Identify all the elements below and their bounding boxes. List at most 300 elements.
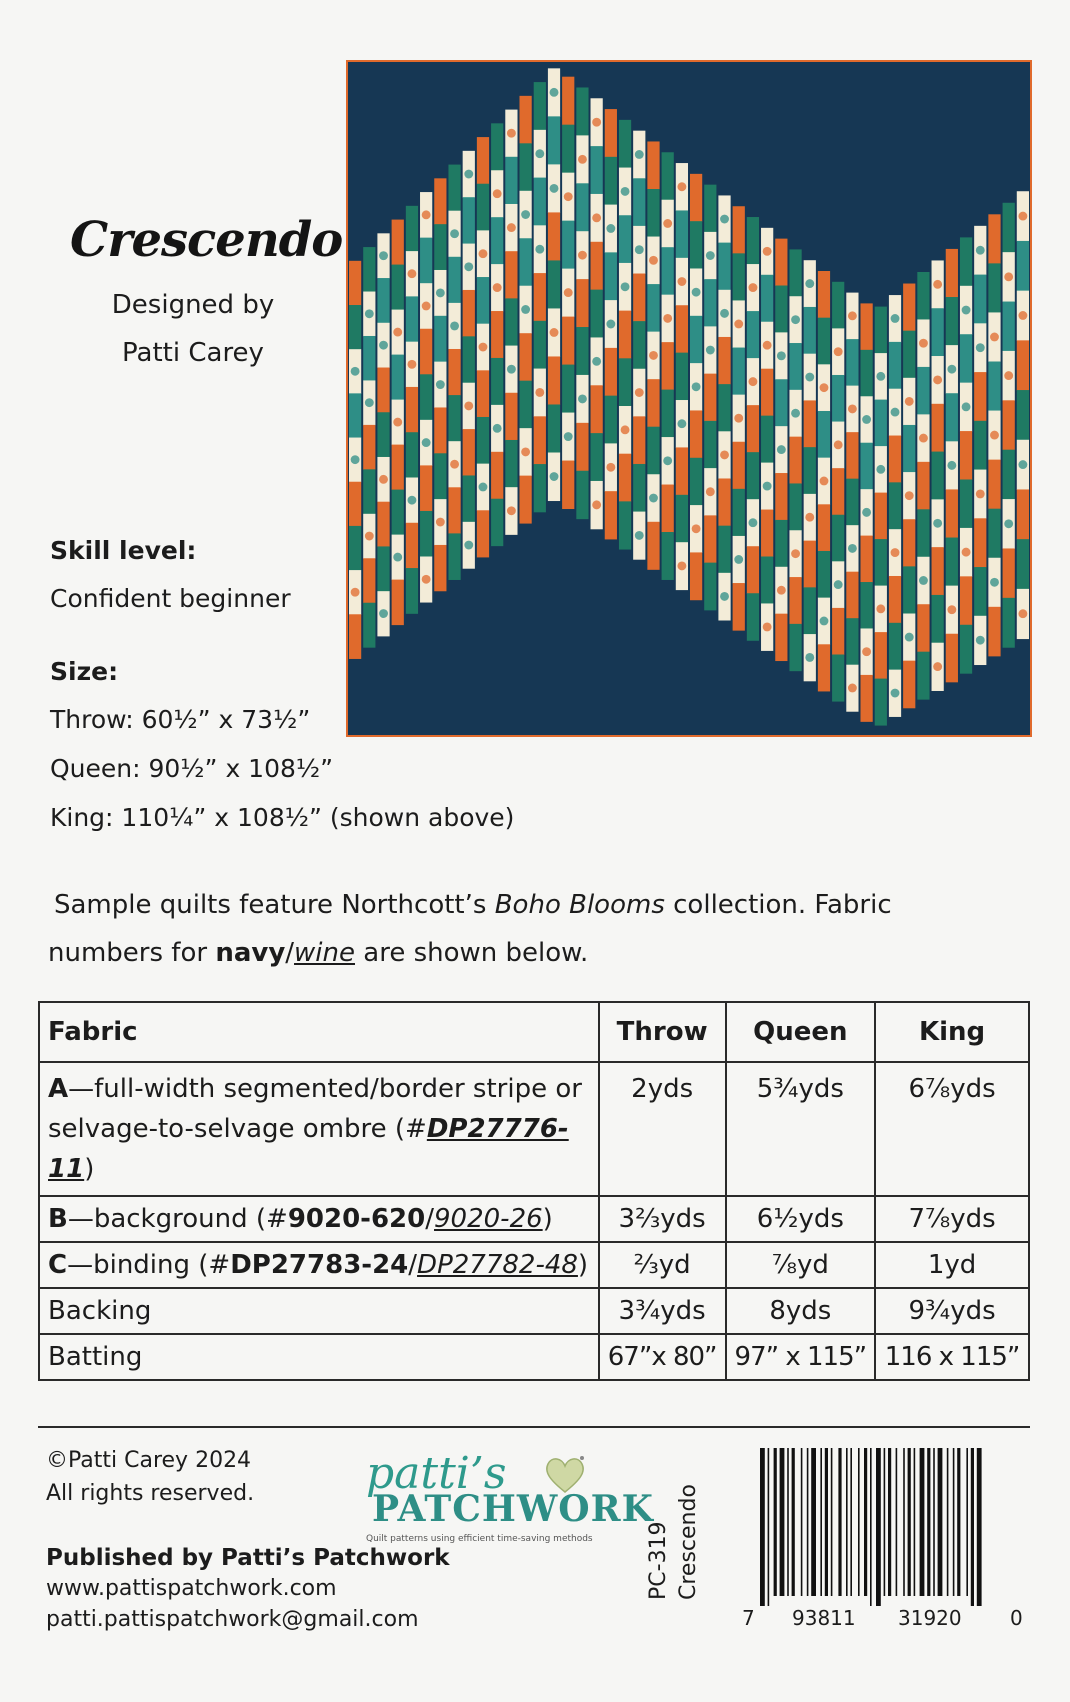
quilt-flower	[436, 380, 445, 389]
quilt-flower	[407, 360, 416, 369]
quilt-strip-segment	[832, 654, 844, 701]
quilt-strip-segment	[747, 546, 759, 594]
quilt-strip-segment	[789, 624, 801, 671]
quilt-strip-segment	[633, 274, 645, 322]
quilt-strip-segment	[718, 478, 730, 526]
king-cell: 1yd	[875, 1242, 1029, 1288]
quilt-strip-segment	[505, 251, 517, 299]
quilt-flower	[422, 575, 431, 584]
quilt-strip-segment	[818, 318, 830, 365]
quilt-flower	[550, 472, 559, 481]
header-throw: Throw	[599, 1002, 726, 1062]
quilt-strip-segment	[775, 379, 787, 426]
quilt-flower	[450, 321, 459, 330]
quilt-strip-segment	[860, 582, 872, 629]
quilt-flower	[592, 118, 601, 127]
quilt-flower	[706, 346, 715, 355]
quilt-flower	[535, 388, 544, 397]
quilt-strip-segment	[477, 184, 489, 231]
quilt-flower	[791, 409, 800, 418]
quilt-strip-segment	[960, 237, 972, 286]
quilt-flower	[564, 288, 573, 297]
quilt-flower	[990, 431, 999, 440]
quilt-flower	[748, 283, 757, 292]
wine-label: wine	[294, 938, 355, 968]
barcode-bar	[801, 1448, 803, 1596]
quilt-flower	[606, 224, 615, 233]
quilt-flower	[379, 341, 388, 350]
throw-cell: 3¾yds	[599, 1288, 726, 1334]
quilt-strip-segment	[377, 546, 389, 591]
throw-cell: 67”x 80”	[599, 1334, 726, 1380]
quilt-strip-segment	[846, 479, 858, 526]
quilt-flower	[933, 280, 942, 289]
barcode-bar	[920, 1448, 925, 1596]
quilt-strip-segment	[974, 567, 986, 616]
quilt-flower	[450, 460, 459, 469]
quilt-strip-segment	[733, 206, 745, 254]
barcode-digit: 31920	[898, 1606, 962, 1630]
quilt-flower	[464, 262, 473, 271]
fabric-code-alt: DP27782-48	[417, 1250, 578, 1280]
quilt-strip-segment	[392, 580, 404, 626]
quilt-flower	[692, 288, 701, 297]
quilt-strip-segment	[491, 217, 503, 264]
quilt-strip-segment	[747, 452, 759, 500]
barcode-bars	[756, 1448, 1026, 1608]
quilt-strip-segment	[676, 495, 688, 543]
quilt-strip-segment	[846, 618, 858, 665]
size-label: Size:	[50, 657, 119, 686]
quilt-strip-segment	[875, 632, 887, 679]
quilt-flower	[479, 249, 488, 258]
quilt-strip-segment	[818, 644, 830, 691]
fabric-code: DP27783-24	[230, 1250, 409, 1280]
quilt-strip-segment	[363, 336, 375, 381]
logo-subtitle: PATCHWORK	[372, 1488, 654, 1530]
copyright: ©Patti Carey 2024	[46, 1448, 252, 1473]
quilt-flower	[692, 382, 701, 391]
quilt-flower	[677, 561, 686, 570]
quilt-flower	[748, 518, 757, 527]
quilt-strip-segment	[406, 568, 418, 614]
barcode-bar	[864, 1448, 867, 1596]
quilt-flower	[436, 288, 445, 297]
barcode-bar	[807, 1448, 809, 1596]
quilt-flower	[393, 328, 402, 337]
king-cell: 6⅞yds	[875, 1062, 1029, 1196]
quilt-flower	[876, 604, 885, 613]
quilt-flower	[621, 425, 630, 434]
quilt-strip-segment	[690, 174, 702, 222]
quilt-strip-segment	[960, 334, 972, 383]
quilt-flower	[862, 508, 871, 517]
barcode-bar	[760, 1448, 765, 1606]
quilt-strip-segment	[662, 532, 674, 580]
quilt-flower	[763, 622, 772, 631]
quilt-strip-segment	[519, 96, 531, 144]
quilt-flower	[407, 269, 416, 278]
quilt-strip-segment	[420, 329, 432, 375]
quilt-strip-segment	[733, 583, 745, 631]
quilt-strip-segment	[491, 123, 503, 170]
email: patti.pattispatchwork@gmail.com	[46, 1607, 419, 1632]
quilt-strip-segment	[704, 515, 716, 563]
quilt-flower	[578, 251, 587, 260]
quilt-strip-segment	[349, 482, 361, 527]
quilt-strip-segment	[1003, 400, 1015, 450]
quilt-strip-segment	[392, 355, 404, 401]
quilt-strip-segment	[960, 625, 972, 674]
quilt-strip-segment	[946, 297, 958, 346]
quilt-strip-segment	[349, 305, 361, 350]
quilt-strip-segment	[420, 465, 432, 511]
quilt-strip-segment	[690, 458, 702, 506]
quilt-flower	[564, 192, 573, 201]
quilt-strip-segment	[960, 576, 972, 625]
quilt-flower	[734, 414, 743, 423]
quilt-strip-segment	[875, 307, 887, 354]
barcode-digit: 7	[742, 1606, 755, 1630]
quilt-flower	[891, 408, 900, 417]
quilt-flower	[976, 343, 985, 352]
quilt-flower	[663, 219, 672, 228]
quilt-flower	[876, 372, 885, 381]
quilt-flower	[706, 487, 715, 496]
quilt-flower	[933, 375, 942, 384]
quilt-strip-segment	[548, 356, 560, 405]
quilt-strip-segment	[377, 278, 389, 323]
quilt-strip-segment	[605, 109, 617, 157]
quilt-strip-segment	[505, 440, 517, 488]
quilt-flower	[351, 588, 360, 597]
quilt-flower	[663, 456, 672, 465]
quilt-strip-segment	[1017, 489, 1029, 539]
quilt-strip-segment	[448, 487, 460, 534]
quilt-flower	[479, 343, 488, 352]
navy-label: navy	[215, 938, 286, 968]
quilt-flower	[521, 447, 530, 456]
quilt-strip-segment	[434, 224, 446, 270]
quilt-strip-segment	[562, 365, 574, 413]
quilt-strip-segment	[463, 290, 475, 337]
quilt-strip-segment	[718, 337, 730, 385]
quilt-strip-segment	[448, 395, 460, 442]
publisher: Published by Patti’s Patchwork	[46, 1545, 450, 1571]
quilt-strip-segment	[647, 189, 659, 237]
quilt-strip-segment	[789, 343, 801, 390]
quilt-strip-segment	[733, 442, 745, 490]
quilt-strip-segment	[1017, 241, 1029, 291]
quilt-strip-segment	[932, 452, 944, 500]
quilt-flower	[720, 450, 729, 459]
quilt-strip-segment	[463, 197, 475, 244]
quilt-strip-segment	[591, 290, 603, 338]
quilt-flower	[649, 351, 658, 360]
barcode-bar	[838, 1448, 841, 1596]
barcode	[742, 1448, 1026, 1640]
quilt-strip-segment	[775, 520, 787, 567]
barcode-bar	[780, 1448, 785, 1596]
quilt-strip-segment	[860, 350, 872, 397]
quilt-flower	[379, 251, 388, 260]
quilt-strip-segment	[718, 243, 730, 291]
quilt-strip-segment	[846, 339, 858, 386]
quilt-strip-segment	[349, 526, 361, 571]
quilt-flower	[649, 494, 658, 503]
quilt-strip-segment	[448, 257, 460, 304]
quilt-strip-segment	[406, 296, 418, 342]
quilt-strip-segment	[363, 469, 375, 514]
quilt-strip-segment	[448, 349, 460, 396]
fabric-cell	[39, 1242, 599, 1288]
quilt-flower	[919, 576, 928, 585]
quilt-strip-segment	[1003, 203, 1015, 253]
quilt-flower	[379, 475, 388, 484]
quilt-strip-segment	[988, 509, 1000, 559]
quilt-flower	[677, 419, 686, 428]
quilt-flower	[464, 541, 473, 550]
quilt-strip-segment	[647, 379, 659, 427]
table-row	[39, 1196, 1029, 1242]
quilt-flower	[635, 150, 644, 159]
quilt-strip-segment	[534, 178, 546, 226]
rights-reserved: All rights reserved.	[46, 1481, 255, 1506]
quilt-strip-segment	[747, 405, 759, 453]
quilt-strip-segment	[605, 491, 617, 539]
table-row	[39, 1288, 1029, 1334]
quilt-flower	[820, 617, 829, 626]
quilt-strip-segment	[448, 165, 460, 212]
table-row	[39, 1062, 1029, 1196]
quilt-strip-segment	[775, 473, 787, 520]
barcode-bar	[888, 1448, 891, 1596]
quilt-strip-segment	[690, 552, 702, 600]
quilt-flower	[635, 245, 644, 254]
quilt-strip-segment	[349, 393, 361, 438]
barcode-bar	[811, 1448, 816, 1596]
quilt-flower	[379, 609, 388, 618]
quilt-strip-segment	[548, 212, 560, 261]
quilt-strip-segment	[519, 333, 531, 381]
table-header-row	[39, 1002, 1029, 1062]
quilt-flower	[748, 377, 757, 386]
quilt-strip-segment	[761, 510, 773, 557]
throw-cell: 3⅔yds	[599, 1196, 726, 1242]
quilt-flower	[692, 524, 701, 533]
quilt-strip-segment	[576, 279, 588, 327]
quilt-strip-segment	[519, 381, 531, 429]
quilt-flower	[962, 402, 971, 411]
quilt-strip-segment	[619, 501, 631, 549]
quilt-strip-segment	[846, 572, 858, 619]
barcode-bar	[768, 1448, 770, 1606]
throw-cell: ⅔yd	[599, 1242, 726, 1288]
quilt-flower	[507, 506, 516, 515]
quilt-strip-segment	[662, 247, 674, 295]
quilt-strip-segment	[818, 504, 830, 551]
header-fabric: Fabric	[39, 1002, 599, 1062]
barcode-bar	[846, 1448, 848, 1596]
footer-divider	[38, 1426, 1030, 1428]
quilt-flower	[606, 463, 615, 472]
quilt-strip-segment	[775, 614, 787, 661]
quilt-strip-segment	[662, 390, 674, 438]
quilt-flower	[763, 247, 772, 256]
barcode-bar	[938, 1448, 943, 1596]
quilt-flower	[834, 347, 843, 356]
quilt-flower	[365, 398, 374, 407]
quilt-strip-segment	[875, 539, 887, 586]
quilt-flower	[422, 438, 431, 447]
barcode-bar	[858, 1448, 860, 1596]
king-cell: 116 x 115”	[875, 1334, 1029, 1380]
quilt-image	[346, 60, 1032, 737]
quilt-flower	[1018, 212, 1027, 221]
quilt-strip-segment	[960, 479, 972, 528]
quilt-flower	[521, 305, 530, 314]
quilt-flower	[848, 684, 857, 693]
quilt-strip-segment	[832, 468, 844, 515]
quilt-strip-segment	[633, 416, 645, 464]
quilt-flower	[905, 397, 914, 406]
quilt-flower	[621, 187, 630, 196]
quilt-flower	[393, 553, 402, 562]
quilt-strip-segment	[605, 348, 617, 396]
quilt-strip-segment	[889, 482, 901, 529]
fabric-desc: )	[84, 1154, 95, 1184]
queen-cell: 5¾yds	[726, 1062, 876, 1196]
quilt-strip-segment	[704, 185, 716, 233]
quilt-strip-segment	[519, 238, 531, 286]
quilt-strip-segment	[605, 252, 617, 300]
fabric-desc: —background (#	[67, 1204, 288, 1234]
quilt-flower	[905, 491, 914, 500]
intro-line-1	[54, 890, 892, 920]
quilt-flower	[464, 401, 473, 410]
quilt-strip-segment	[775, 239, 787, 286]
quilt-strip-segment	[434, 407, 446, 453]
barcode-bar	[774, 1448, 777, 1596]
header-king: King	[875, 1002, 1029, 1062]
quilt-strip-segment	[591, 242, 603, 290]
quilt-flower	[791, 549, 800, 558]
quilt-flower	[834, 580, 843, 589]
quilt-flower	[578, 394, 587, 403]
quilt-strip-segment	[832, 608, 844, 655]
quilt-flower	[720, 309, 729, 318]
quilt-strip-segment	[477, 137, 489, 184]
quilt-strip-segment	[477, 510, 489, 557]
quilt-flower	[891, 689, 900, 698]
quilt-flower	[734, 320, 743, 329]
quilt-flower	[592, 213, 601, 222]
quilt-strip-segment	[818, 411, 830, 458]
quilt-flower	[905, 633, 914, 642]
quilt-flower	[535, 149, 544, 158]
quilt-flower	[422, 302, 431, 311]
quilt-strip-segment	[420, 374, 432, 420]
quilt-strip-segment	[875, 400, 887, 447]
quilt-strip-segment	[988, 460, 1000, 510]
quilt-flower	[805, 373, 814, 382]
quilt-strip-segment	[392, 220, 404, 266]
quilt-strip-segment	[562, 77, 574, 125]
barcode-bar	[831, 1448, 833, 1596]
quilt-strip-segment	[775, 286, 787, 333]
fabric-desc: selvage-to-selvage ombre (#	[48, 1114, 427, 1144]
barcode-bar	[927, 1448, 930, 1596]
fabric-letter: C	[48, 1250, 68, 1280]
quilt-flower	[592, 500, 601, 509]
quilt-strip-segment	[633, 178, 645, 226]
quilt-strip-segment	[733, 253, 745, 301]
quilt-strip-segment	[676, 305, 688, 353]
quilt-flower	[834, 440, 843, 449]
table-row	[39, 1334, 1029, 1380]
quilt-strip-segment	[477, 417, 489, 464]
quilt-flower	[365, 309, 374, 318]
quilt-flower	[933, 662, 942, 671]
quilt-strip-segment	[747, 593, 759, 641]
quilt-flower	[507, 223, 516, 232]
quilt-flower	[919, 339, 928, 348]
quilt-strip-segment	[363, 247, 375, 292]
quilt-strip-segment	[747, 217, 759, 265]
quilt-strip-segment	[392, 445, 404, 491]
barcode-bar	[884, 1448, 886, 1596]
quilt-strip-segment	[676, 353, 688, 401]
quilt-strip-segment	[434, 545, 446, 591]
throw-cell: 2yds	[599, 1062, 726, 1196]
quilt-strip-segment	[519, 476, 531, 524]
quilt-strip-segment	[832, 375, 844, 422]
quilt-strip-segment	[974, 421, 986, 470]
quilt-flower	[777, 351, 786, 360]
size-throw: Throw: 60½” x 73½”	[50, 705, 311, 734]
barcode-bar	[957, 1448, 960, 1596]
quilt-strip-segment	[619, 120, 631, 168]
pattern-code-title: Crescendo	[676, 1484, 701, 1600]
quilt-flower	[947, 461, 956, 470]
quilt-strip-segment	[491, 452, 503, 499]
quilt-strip-segment	[534, 464, 546, 512]
quilt-strip-segment	[448, 533, 460, 580]
quilt-flower	[933, 519, 942, 528]
quilt-flower	[919, 434, 928, 443]
fabric-requirements-table	[38, 1001, 1030, 1381]
quilt-strip-segment	[718, 526, 730, 574]
pattis-patchwork-logo	[362, 1448, 654, 1548]
quilt-strip-segment	[619, 215, 631, 263]
quilt-strip-segment	[576, 183, 588, 231]
quilt-strip-segment	[491, 311, 503, 358]
table-row	[39, 1242, 1029, 1288]
quilt-flower	[820, 383, 829, 392]
quilt-strip-segment	[917, 462, 929, 510]
quilt-strip-segment	[434, 316, 446, 362]
fabric-desc: —binding (#	[67, 1250, 231, 1280]
quilt-strip-segment	[932, 595, 944, 643]
quilt-flower	[493, 424, 502, 433]
quilt-strip-segment	[818, 271, 830, 318]
quilt-strip-segment	[619, 311, 631, 359]
quilt-strip-segment	[534, 416, 546, 464]
quilt-flower	[763, 482, 772, 491]
quilt-strip-segment	[619, 358, 631, 406]
quilt-strip-segment	[917, 604, 929, 652]
quilt-strip-segment	[406, 432, 418, 478]
